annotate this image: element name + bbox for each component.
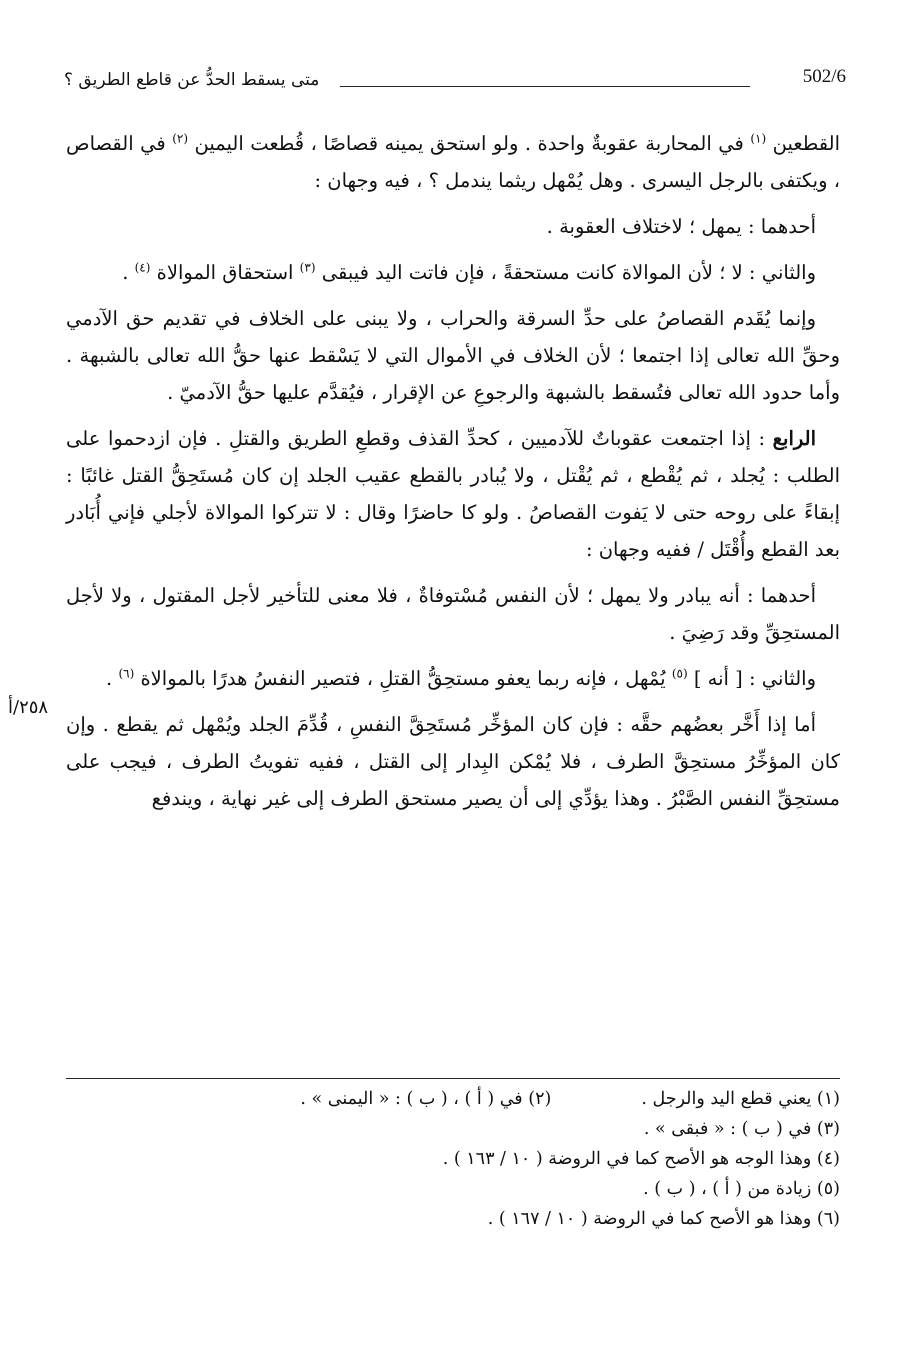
footnote-1: (١) يعني قطع اليد والرجل . — [641, 1089, 840, 1109]
paragraph: أحدهما : يمهل ؛ لاختلاف العقوبة . — [546, 215, 816, 238]
footnote-ref: (١) — [750, 131, 767, 146]
main-text — [66, 125, 840, 826]
footnote-ref: (٦) — [118, 666, 135, 681]
footnote-ref: (٣) — [299, 260, 316, 275]
header-rule — [340, 86, 750, 87]
footnote-separator — [66, 1078, 840, 1079]
paragraph: القطعين $^{(١)}$ في المحاربة عقوبةٌ واحدة . ولو استحق يمينه قصاصًا ، قُطعت اليمين $^{(٢)}$ في القصاص ، ويكتفى بالرجل اليسرى . وهل يُمْهل ريثما يندمل ؟ ، فيه وجهان : — [66, 131, 840, 192]
footnote-3: (٣) في ( ب ) : « فبقى » . — [643, 1119, 840, 1139]
footnote-2: (٢) في ( أ ) ، ( ب ) : « اليمنى » . — [300, 1089, 552, 1109]
paragraph: الرابع : إذا اجتمعت عقوباتٌ للآدميين ، كحدِّ القذف وقطعِ الطريق والقتلِ . فإن ازدحموا على الطلب : يُجلد ، ثم يُقْطع ، ثم يُقْتل ، ولا يُبادر بالقطع عقيب الجلد إن كان مُستَحِقُّ القتل غائبًا : إبقاءً على روحه حتى لا يَفوت القصاصُ . ولو كا حاضرًا وقال : لا تتركوا الموالاة لأجلي فإني أُبَادر بعد القطع وأُقْتَل / ففيه وجهان : — [66, 427, 840, 561]
footnote-gap — [551, 1084, 641, 1114]
running-header — [64, 62, 846, 102]
footnote-ref: (٥) — [671, 666, 688, 681]
margin-folio-note: ٢٥٨/أ — [8, 697, 49, 718]
footnote-5: (٥) زيادة من ( أ ) ، ( ب ) . — [643, 1179, 840, 1199]
footnote-ref: (٤) — [134, 260, 151, 275]
section-lead-word: الرابع — [772, 427, 816, 450]
footnote-4: (٤) وهذا الوجه هو الأصح كما في الروضة ( ١٠ / ١٦٣ ) . — [442, 1149, 840, 1169]
footnote-row — [66, 1084, 840, 1114]
page-number: 502/6 — [802, 66, 846, 87]
header-title: متى يسقط الحدُّ عن قاطع الطريق ؟ — [64, 70, 320, 90]
footnote-6: (٦) وهذا هو الأصح كما في الروضة ( ١٠ / ١٦٧ ) . — [487, 1209, 840, 1229]
paragraph: وإنما يُقَدم القصاصُ على حدِّ السرقة والحراب ، ولا يبنى على الخلاف في تقديم حق الآدمي وحقِّ الله تعالى إذا اجتمعا ؛ لأن الخلاف في الأموال التي لا يَسْقط عنها حقُّ الله تعالى بالشبهة . وأما حدود الله تعالى فتُسقط بالشبهة والرجوعِ عن الإقرار ، فيُقدَّم عليها حقُّ الآدميّ . — [66, 307, 840, 404]
paragraph: والثاني : لا ؛ لأن الموالاة كانت مستحقةً ، فإن فاتت اليد فيبقى $^{(٣)}$ استحقاق الموالاة $^{(٤)}$ . — [122, 260, 816, 284]
paragraph: والثاني : [ أنه ] $^{(٥)}$ يُمْهل ، فإنه ربما يعفو مستحِقُّ القتلِ ، فتصير النفسُ هدرًا بالموالاة $^{(٦)}$ . — [106, 666, 816, 690]
paragraph: أحدهما : أنه يبادر ولا يمهل ؛ لأن النفس مُسْتوفاةٌ ، فلا معنى للتأخير لأجل المقتول ، ولا لأجل المستحِقِّ وقد رَضِيَ . — [66, 584, 840, 644]
footnote-ref: (٢) — [172, 131, 189, 146]
footnotes — [66, 1084, 840, 1234]
paragraph: أما إذا أَخَّر بعضُهم حقَّه : فإن كان المؤخِّر مُستَحِقَّ النفسِ ، قُدِّمَ الجلد ويُمْهل ثم يقطع . وإن كان المؤخِّرُ مستحِقَّ الطرف ، فلا يُمْكن البِدار إلى القتل ، ففيه تفويتُ الطرف ، فيجب على مستحِقِّ النفس الصَّبْرُ . وهذا يؤدِّي إلى أن يصير مستحق الطرف إلى غير نهاية ، ويندفع — [66, 713, 840, 810]
